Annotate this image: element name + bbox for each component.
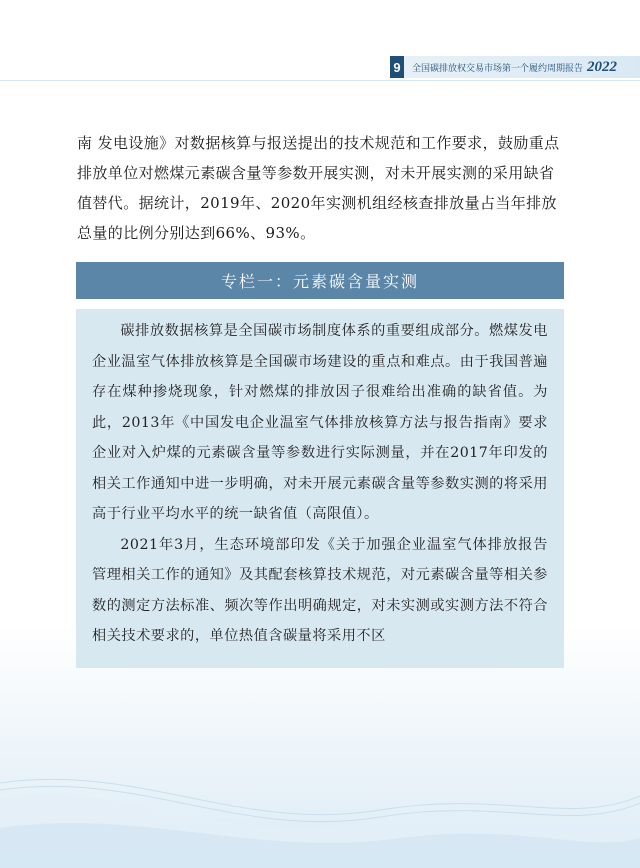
report-title: 全国碳排放权交易市场第一个履约周期报告 bbox=[412, 63, 584, 74]
page-number: 9 bbox=[390, 56, 404, 78]
column-text bbox=[92, 316, 548, 652]
body-paragraph: 南 发电设施》对数据核算与报送提出的技术规范和工作要求，鼓励重点排放单位对燃煤元素碳含量等参数开展实测，对未开展实测的采用缺省值替代。据统计，2019年、2020年实测机组经核查排放量占当年排放总量的比例分别达到66%、93%。 bbox=[77, 134, 560, 242]
body-text bbox=[77, 128, 567, 248]
header-divider bbox=[0, 80, 640, 81]
column-title: 专栏一：元素碳含量实测 bbox=[76, 262, 564, 299]
column-paragraph-2: 2021年3月，生态环境部印发《关于加强企业温室气体排放报告管理相关工作的通知》及其配套核算技术规范，对元素碳含量等相关参数的测定方法标准、频次等作出明确规定，对未实测或实测方法不符合相关技术要求的，单位热值含碳量将采用不区 bbox=[92, 536, 548, 644]
report-year: 2022 bbox=[587, 58, 618, 75]
column-paragraph-1: 碳排放数据核算是全国碳市场制度体系的重要组成部分。燃煤发电企业温室气体排放核算是全国碳市场建设的重点和难点。由于我国普遍存在煤种掺烧现象，针对燃煤的排放因子很难给出准确的缺省值。为此，2013年《中国发电企业温室气体排放核算方法与报告指南》要求企业对入炉煤的元素碳含量等参数进行实际测量，并在2017年印发的相关工作通知中进一步明确，对未开展元素碳含量等参数实测的将采用高于行业平均水平的统一缺省值（高限值）。 bbox=[92, 323, 548, 522]
decorative-wave bbox=[0, 738, 640, 868]
running-header bbox=[390, 56, 640, 78]
